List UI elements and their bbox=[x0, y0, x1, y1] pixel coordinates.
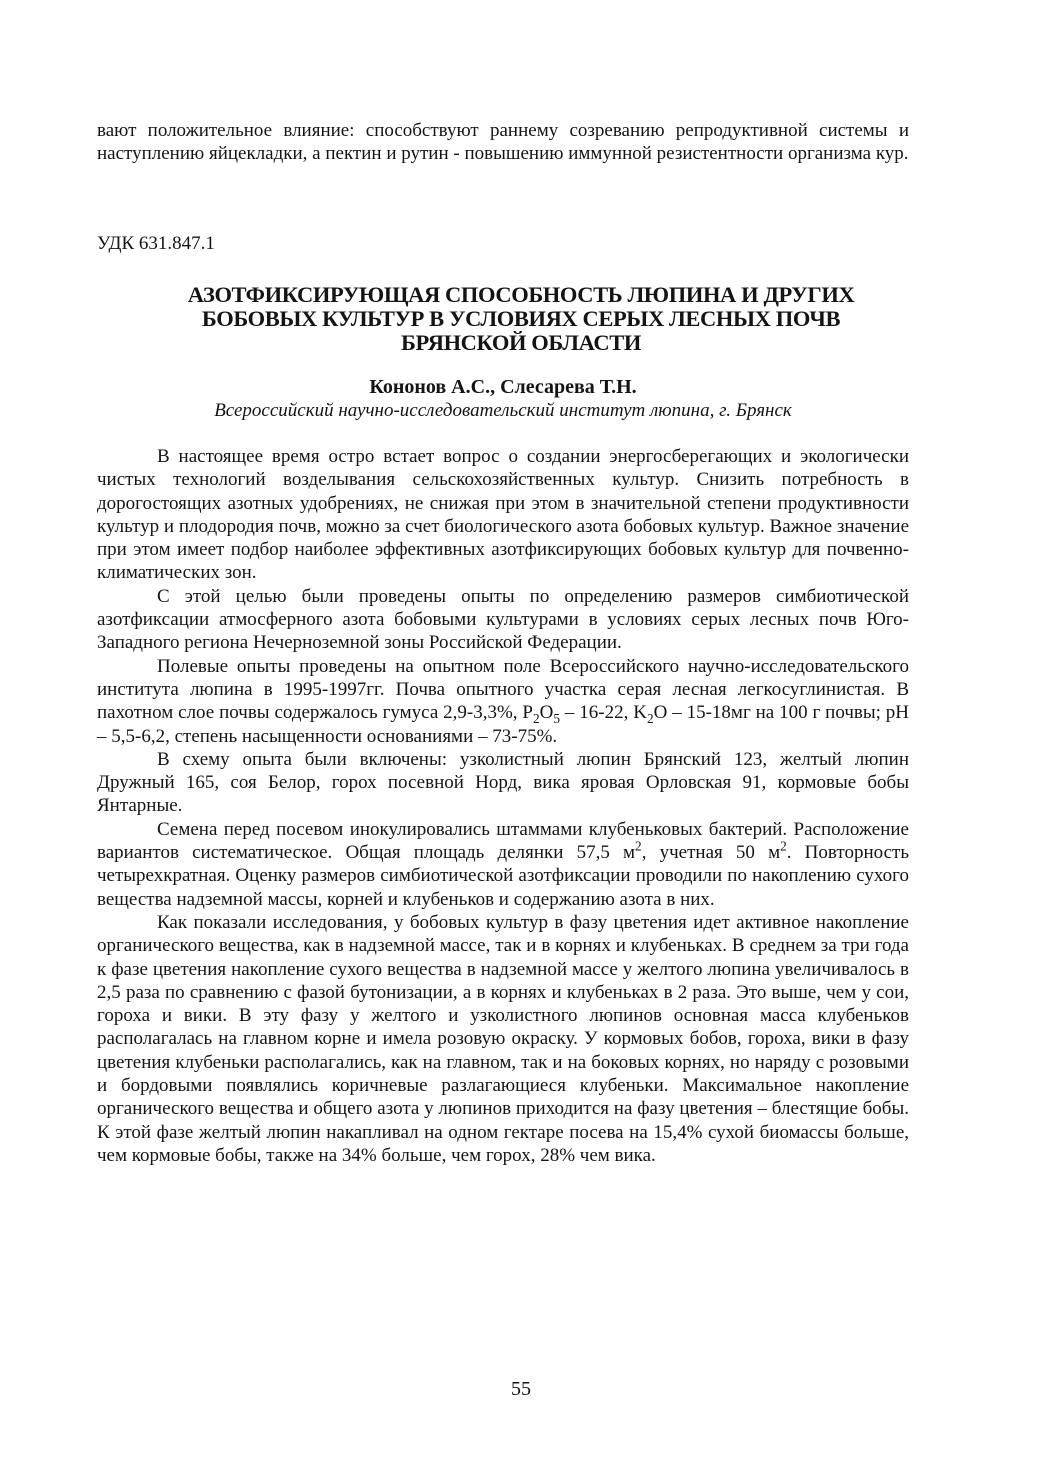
authors: Кононов А.С., Слесарева Т.Н. bbox=[369, 376, 637, 398]
paragraph-1: В настоящее время остро встает вопрос о создании энергосберегающих и экологически чистых технологий возделывания сельскохозяйственных культур. Снизить потребность в дорогостоящих азотных удобрениях, не снижая при этом в значительной степени продуктивности культур и плодородия почв, можно за счет биологического азота бобовых культур. Важное значение при этом имеет подбор наиболее эффективных азотфиксирующих бобовых культур для почвенно-климатических зон. bbox=[97, 446, 909, 584]
paragraph-4: В схему опыта были включены: узколистный люпин Брянский 123, желтый люпин Дружный 165, соя Белор, горох посевной Норд, вика яровая Орловская 91, кормовые бобы Янтарные. bbox=[97, 748, 909, 817]
paragraph-3-text-c: – 16-22, K bbox=[560, 702, 647, 724]
title-line-2: БОБОВЫХ КУЛЬТУР В УСЛОВИЯХ СЕРЫХ ЛЕСНЫХ ПОЧВ bbox=[201, 306, 841, 331]
institution: Всероссийский научно-исследовательский институт люпина, г. Брянск bbox=[214, 400, 792, 421]
title-line-1: АЗОТФИКСИРУЮЩАЯ СПОСОБНОСТЬ ЛЮПИНА И ДРУГИХ bbox=[187, 282, 855, 307]
article-body bbox=[97, 445, 909, 1167]
udk-code: УДК 631.847.1 bbox=[97, 233, 215, 254]
paragraph-5-text-c: . Повторность четырехкратная. Оценку размеров симбиотической азотфиксации проводили по накоплению сухого вещества надземной массы, корней и клубеньков и содержанию азота в них. bbox=[97, 842, 910, 910]
superscript-m2-b: 2 bbox=[780, 838, 787, 854]
subscript-k2: 2 bbox=[646, 711, 654, 727]
previous-article-ending bbox=[97, 119, 909, 166]
paragraph-3-text-d: O – 15-18мг на 100 г почвы; pH – 5,5-6,2, степень насыщенности основаниями – 73-75%. bbox=[97, 702, 909, 747]
paragraph-2: С этой целью были проведены опыты по определению размеров симбиотической азотфиксации атмосферного азота бобовыми культурами в условиях серых лесных почв Юго-Западного региона Нечерноземной зоны Российской Федерации. bbox=[97, 585, 909, 654]
page-number: 55 bbox=[511, 1378, 531, 1400]
paragraph-6: Как показали исследования, у бобовых культур в фазу цветения идет активное накопление органического вещества, как в надземной массе, так и в корнях и клубеньках. В среднем за три года к фазе цветения накопление сухого вещества в надземной массе у желтого люпина увеличивалось в 2,5 раза по сравнению с фазой бутонизации, а в корнях и клубеньках в 2 раза. Это выше, чем у сои, гороха и вики. В эту фазу у желтого и узколистного люпинов основная масса клубеньков располагалась на главном корне и имела розовую окраску. У кормовых бобов, гороха, вики в фазу цветения клубеньки располагались, как на главном, так и на боковых корнях, но наряду с розовыми и бордовыми появлялись коричневые разлагающиеся клубеньки. Максимальное накопление органического вещества и общего азота у люпинов приходится на фазу цветения – блестящие бобы. К этой фазе желтый люпин накапливал на одном гектаре посева на 15,4% сухой биомассы больше, чем кормовые бобы, также на 34% больше, чем горох, 28% чем вика. bbox=[97, 911, 909, 1166]
paragraph-3 bbox=[97, 655, 909, 748]
subscript-o5: 5 bbox=[553, 711, 561, 727]
previous-text: вают положительное влияние: способствуют раннему созреванию репродуктивной системы и наступлению яйцекладки, а пектин и рутин - повышению иммунной резистентности организма кур. bbox=[97, 120, 909, 165]
paragraph-3-text-a: Полевые опыты проведены на опытном поле Всероссийского научно-исследовательского института люпина в 1995-1997гг. Почва опытного участка серая лесная легкосуглинистая. В пахотном слое почвы содержалось гумуса 2,9-3,3%, P bbox=[97, 655, 909, 724]
paragraph-5 bbox=[97, 818, 909, 911]
superscript-m2-a: 2 bbox=[635, 838, 642, 854]
article-title bbox=[97, 283, 945, 355]
paragraph-3-text-b: O bbox=[539, 702, 554, 724]
paragraph-5-text-a: Семена перед посевом инокулировались штаммами клубеньковых бактерий. Расположение вариантов систематическое. Общая площадь делянки 57,5 м bbox=[97, 818, 909, 864]
title-line-3: БРЯНСКОЙ ОБЛАСТИ bbox=[401, 330, 641, 355]
subscript-p2: 2 bbox=[532, 711, 540, 727]
paragraph-5-text-b: , учетная 50 м bbox=[641, 842, 781, 864]
